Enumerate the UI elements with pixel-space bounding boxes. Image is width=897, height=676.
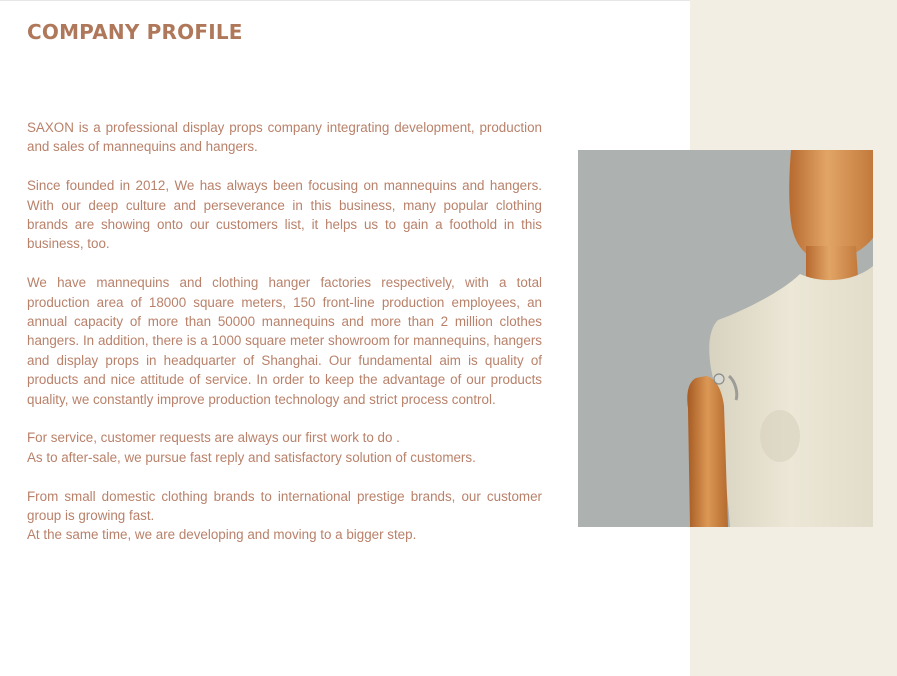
mannequin-arm — [687, 376, 728, 527]
page-title: COMPANY PROFILE — [27, 20, 243, 44]
service-paragraph — [27, 428, 542, 467]
shoulder-joint — [714, 374, 724, 384]
intro-paragraph: SAXON is a professional display props company integrating development, production and sales of mannequins and hangers. — [27, 120, 542, 155]
mannequin-photo — [578, 150, 873, 527]
growth-paragraph — [27, 487, 542, 545]
mannequin-neck — [806, 246, 858, 283]
after-sale-line: As to after-sale, we pursue fast reply and satisfactory solution of customers. — [27, 449, 476, 465]
facilities-paragraph: We have mannequins and clothing hanger factories respectively, with a total production area of 18000 square meters, 150 front-line production employees, an annual capacity of more than 50000 mannequins and more than 2 million clothes hangers. In addition, there is a 1000 square meter showroom for mannequins, hangers and display props in headquarter of Shanghai. Our fundamental aim is quality of products and nice attitude of service. In order to keep the advantage of our products quality, we constantly improve production technology and strict process control. — [27, 275, 542, 407]
closing-line: At the same time, we are developing and moving to a bigger step. — [27, 527, 417, 543]
history-paragraph: Since founded in 2012, We has always been focusing on mannequins and hangers. With our deep culture and perseverance in this business, many popular clothing brands are showing onto our customers list, it helps us to gain a foothold in this business, too. — [27, 178, 542, 252]
growth-text: From small domestic clothing brands to international prestige brands, our customer group is growing fast. — [27, 488, 542, 524]
mannequin-illustration — [578, 150, 873, 527]
profile-body — [27, 118, 542, 545]
mannequin-head — [789, 150, 873, 260]
service-line: For service, customer requests are always our first work to do . — [27, 430, 400, 446]
